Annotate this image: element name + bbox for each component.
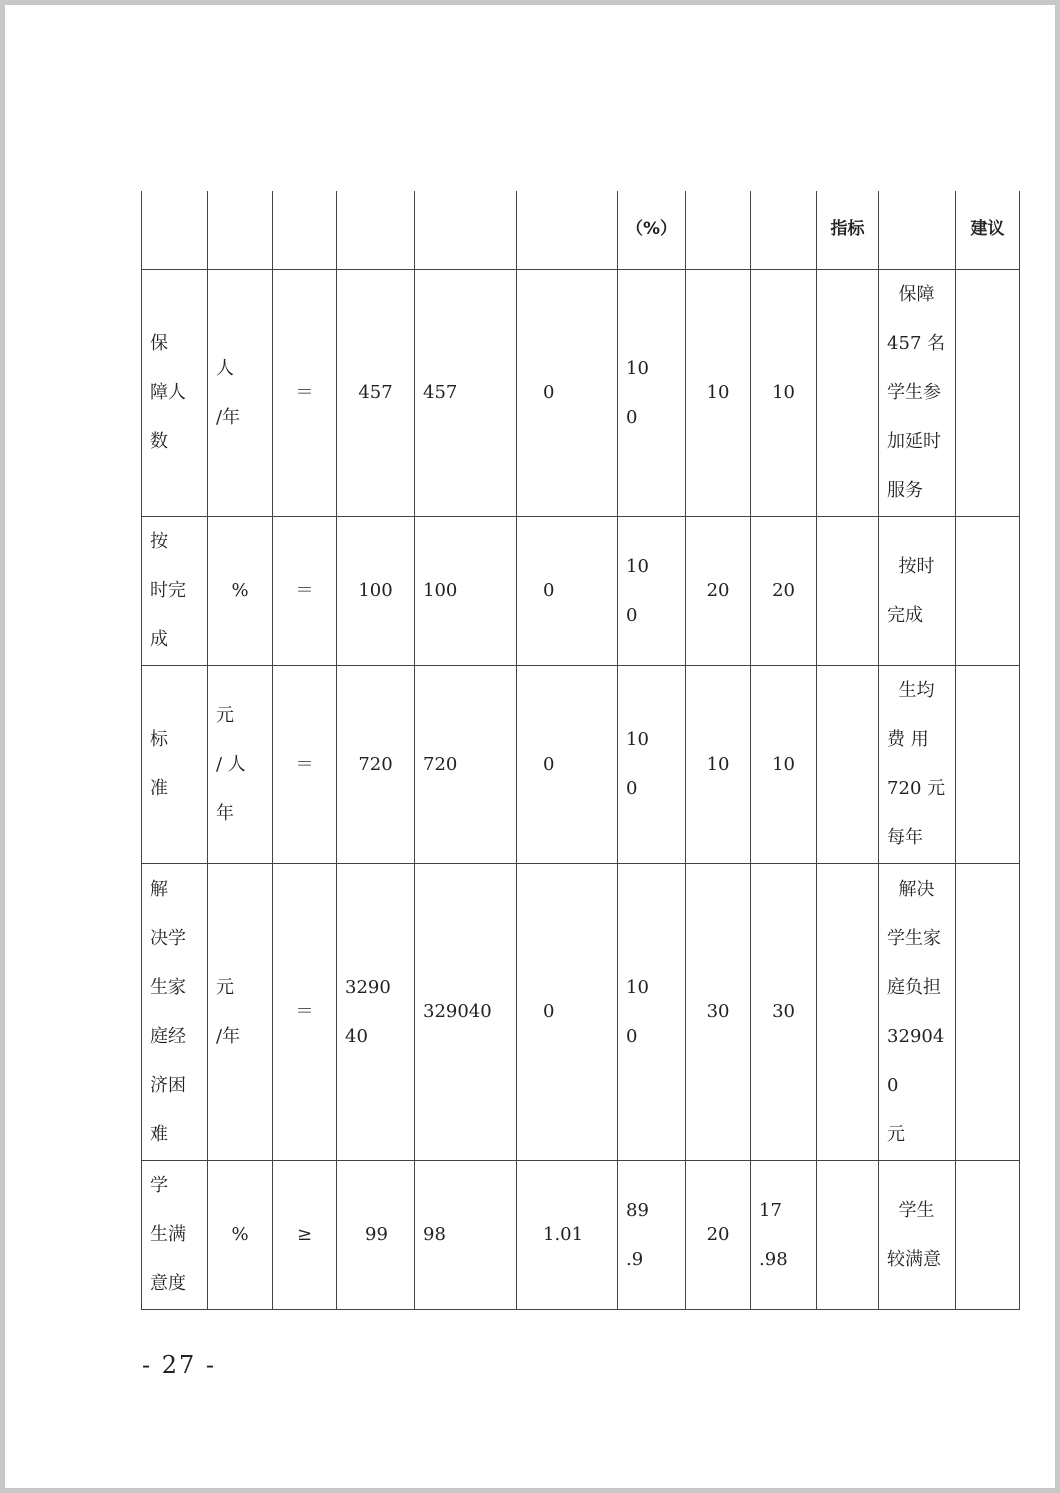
header-cell	[273, 191, 337, 269]
table-row	[142, 516, 1020, 665]
advice-cell	[956, 269, 1020, 516]
score-cell: 10	[751, 665, 817, 863]
description-cell: 解决 学生家 庭负担 329040 元	[879, 863, 956, 1160]
page-number: - 27 -	[142, 1351, 217, 1379]
target-value-cell: 3290 40	[337, 863, 415, 1160]
document-page	[5, 5, 1055, 1488]
completion-rate-cell: 10 0	[618, 516, 686, 665]
unit-cell: 人 /年	[208, 269, 273, 516]
weight-cell: 10	[686, 269, 751, 516]
operator-cell: ＝	[273, 863, 337, 1160]
deviation-cell: 1.01	[517, 1160, 618, 1309]
header-cell	[208, 191, 273, 269]
score-cell: 17 .98	[751, 1160, 817, 1309]
description-cell: 学生 较满意	[879, 1160, 956, 1309]
target-value-cell: 99	[337, 1160, 415, 1309]
extra-cell	[817, 516, 879, 665]
completion-rate-cell: 10 0	[618, 863, 686, 1160]
score-cell: 10	[751, 269, 817, 516]
advice-cell	[956, 516, 1020, 665]
extra-cell	[817, 665, 879, 863]
table-row	[142, 269, 1020, 516]
actual-value-cell: 329040	[415, 863, 517, 1160]
actual-value-cell: 720	[415, 665, 517, 863]
table-row	[142, 1160, 1020, 1309]
actual-value-cell: 98	[415, 1160, 517, 1309]
operator-cell: ＝	[273, 665, 337, 863]
advice-cell	[956, 665, 1020, 863]
completion-rate-cell: 10 0	[618, 269, 686, 516]
extra-cell	[817, 1160, 879, 1309]
weight-cell: 20	[686, 1160, 751, 1309]
indicator-name-cell: 按 时完 成	[142, 516, 208, 665]
header-cell	[751, 191, 817, 269]
target-value-cell: 100	[337, 516, 415, 665]
header-cell	[337, 191, 415, 269]
target-value-cell: 457	[337, 269, 415, 516]
operator-cell: ＝	[273, 269, 337, 516]
actual-value-cell: 100	[415, 516, 517, 665]
completion-rate-cell: 89 .9	[618, 1160, 686, 1309]
actual-value-cell: 457	[415, 269, 517, 516]
unit-cell: 元 /年	[208, 863, 273, 1160]
header-cell	[879, 191, 956, 269]
table-row	[142, 863, 1020, 1160]
deviation-cell: 0	[517, 516, 618, 665]
unit-cell: 元 / 人 年	[208, 665, 273, 863]
completion-rate-cell: 10 0	[618, 665, 686, 863]
header-cell-percent: （%）	[618, 191, 686, 269]
description-cell: 按时 完成	[879, 516, 956, 665]
performance-table	[141, 191, 1020, 1310]
deviation-cell: 0	[517, 665, 618, 863]
header-cell	[415, 191, 517, 269]
indicator-name-cell: 标 准	[142, 665, 208, 863]
target-value-cell: 720	[337, 665, 415, 863]
indicator-name-cell: 保 障人 数	[142, 269, 208, 516]
header-cell-advice: 建议	[956, 191, 1020, 269]
header-cell-indicator: 指标	[817, 191, 879, 269]
table-header-row	[142, 191, 1020, 269]
header-cell	[142, 191, 208, 269]
operator-cell: ≥	[273, 1160, 337, 1309]
advice-cell	[956, 863, 1020, 1160]
description-cell: 保障 457 名 学生参 加延时 服务	[879, 269, 956, 516]
score-cell: 30	[751, 863, 817, 1160]
unit-cell: %	[208, 1160, 273, 1309]
unit-cell: %	[208, 516, 273, 665]
score-cell: 20	[751, 516, 817, 665]
extra-cell	[817, 863, 879, 1160]
deviation-cell: 0	[517, 863, 618, 1160]
indicator-name-cell: 解 决学 生家 庭经 济困 难	[142, 863, 208, 1160]
advice-cell	[956, 1160, 1020, 1309]
header-cell	[686, 191, 751, 269]
table-row	[142, 665, 1020, 863]
weight-cell: 30	[686, 863, 751, 1160]
operator-cell: ＝	[273, 516, 337, 665]
indicator-name-cell: 学 生满 意度	[142, 1160, 208, 1309]
description-cell: 生均 费 用 720 元 每年	[879, 665, 956, 863]
extra-cell	[817, 269, 879, 516]
header-cell	[517, 191, 618, 269]
weight-cell: 10	[686, 665, 751, 863]
weight-cell: 20	[686, 516, 751, 665]
deviation-cell: 0	[517, 269, 618, 516]
